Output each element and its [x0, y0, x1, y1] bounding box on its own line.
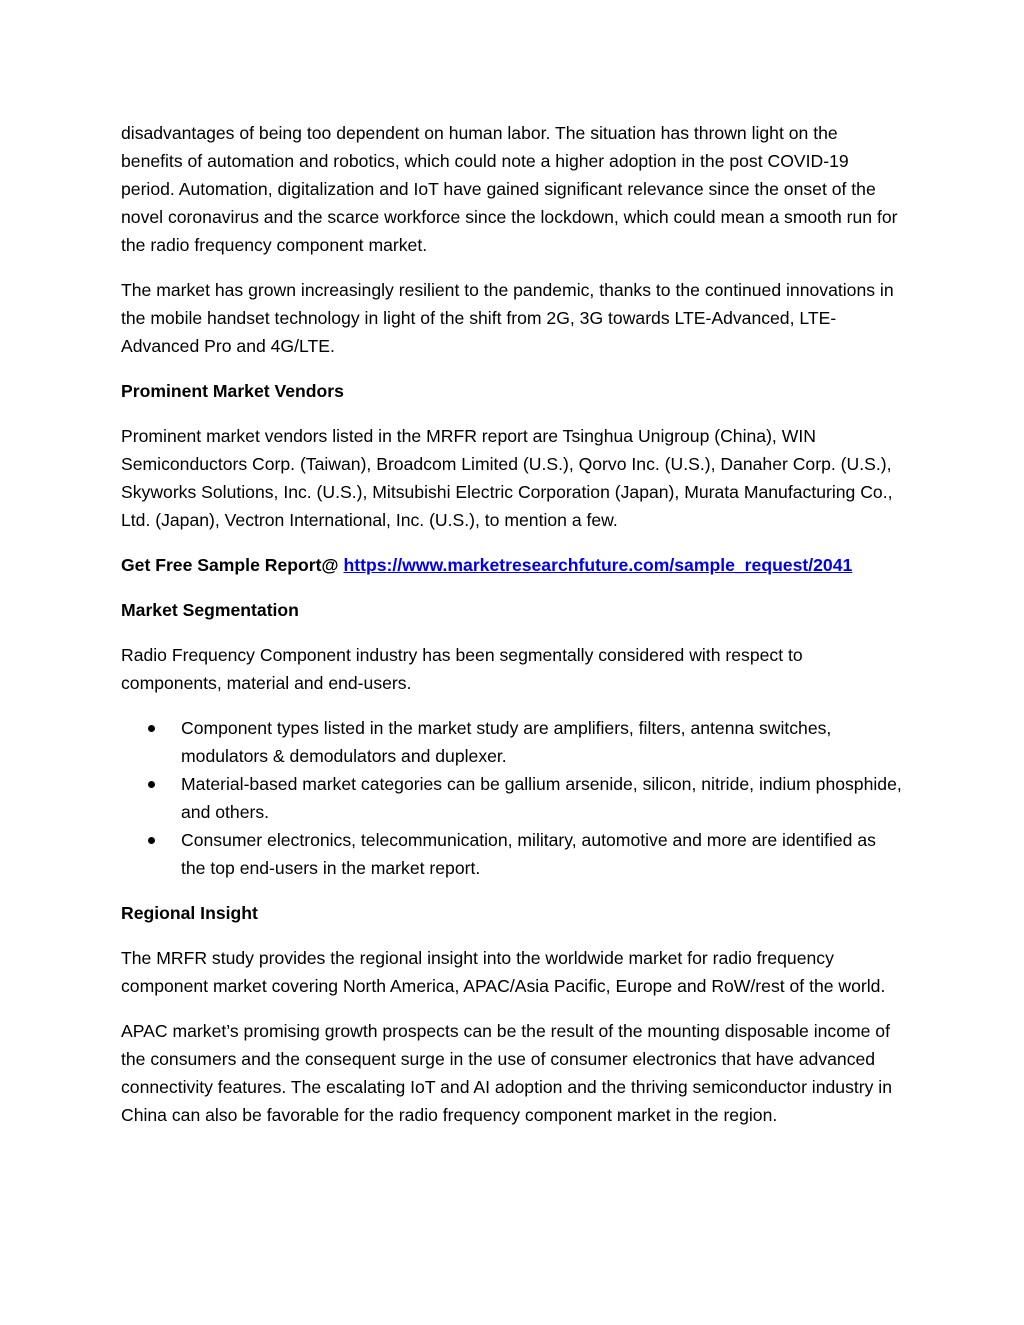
list-item	[121, 770, 903, 826]
apac-paragraph: APAC market’s promising growth prospects can be the result of the mounting disposable income of the consumers and the consequent surge in the use of consumer electronics that have advanced connectivity features. The escalating IoT and AI adoption and the thriving semiconductor industry in China can also be favorable for the radio frequency component market in the region.	[121, 1021, 892, 1125]
list-item	[121, 826, 903, 882]
segmentation-heading: Market Segmentation	[121, 600, 299, 620]
vendors-heading: Prominent Market Vendors	[121, 381, 344, 401]
list-item	[121, 714, 903, 770]
document-page	[121, 119, 903, 1146]
regional-heading: Regional Insight	[121, 903, 258, 923]
vendors-paragraph: Prominent market vendors listed in the MRFR report are Tsinghua Unigroup (China), WIN Semiconductors Corp. (Taiwan), Broadcom Limited (U.S.), Qorvo Inc. (U.S.), Danaher Corp. (U.S.), Skyworks Solutions, Inc. (U.S.), Mitsubishi Electric Corporation (Japan), Murata Manufacturing Co., Ltd. (Japan), Vectron International, Inc. (U.S.), to mention a few.	[121, 426, 893, 530]
segmentation-bullet-list	[121, 714, 903, 882]
list-item-text: Material-based market categories can be gallium arsenide, silicon, nitride, indium phosphide, and others.	[181, 774, 902, 822]
regional-intro-paragraph: The MRFR study provides the regional insight into the worldwide market for radio frequency component market covering North America, APAC/Asia Pacific, Europe and RoW/rest of the world.	[121, 948, 886, 996]
intro-continuation-paragraph: disadvantages of being too dependent on human labor. The situation has thrown light on the benefits of automation and robotics, which could note a higher adoption in the post COVID-19 period. Automation, digitalization and IoT have gained significant relevance since the onset of the novel coronavirus and the scarce workforce since the lockdown, which could mean a smooth run for the radio frequency component market.	[121, 123, 898, 255]
sample-report-link[interactable]: https://www.marketresearchfuture.com/sample_request/2041	[343, 555, 853, 575]
bullet-icon	[148, 725, 155, 732]
sample-report-cta	[121, 551, 903, 579]
bullet-icon	[148, 781, 155, 788]
list-item-text: Component types listed in the market study are amplifiers, filters, antenna switches, modulators & demodulators and duplexer.	[181, 718, 832, 766]
resilience-paragraph: The market has grown increasingly resilient to the pandemic, thanks to the continued innovations in the mobile handset technology in light of the shift from 2G, 3G towards LTE-Advanced, LTE-Advanced Pro and 4G/LTE.	[121, 280, 894, 356]
segmentation-intro-paragraph: Radio Frequency Component industry has been segmentally considered with respect to components, material and end-users.	[121, 645, 803, 693]
sample-report-label: Get Free Sample Report@	[121, 555, 344, 575]
list-item-text: Consumer electronics, telecommunication, military, automotive and more are identified as the top end-users in the market report.	[181, 830, 876, 878]
bullet-icon	[148, 837, 155, 844]
